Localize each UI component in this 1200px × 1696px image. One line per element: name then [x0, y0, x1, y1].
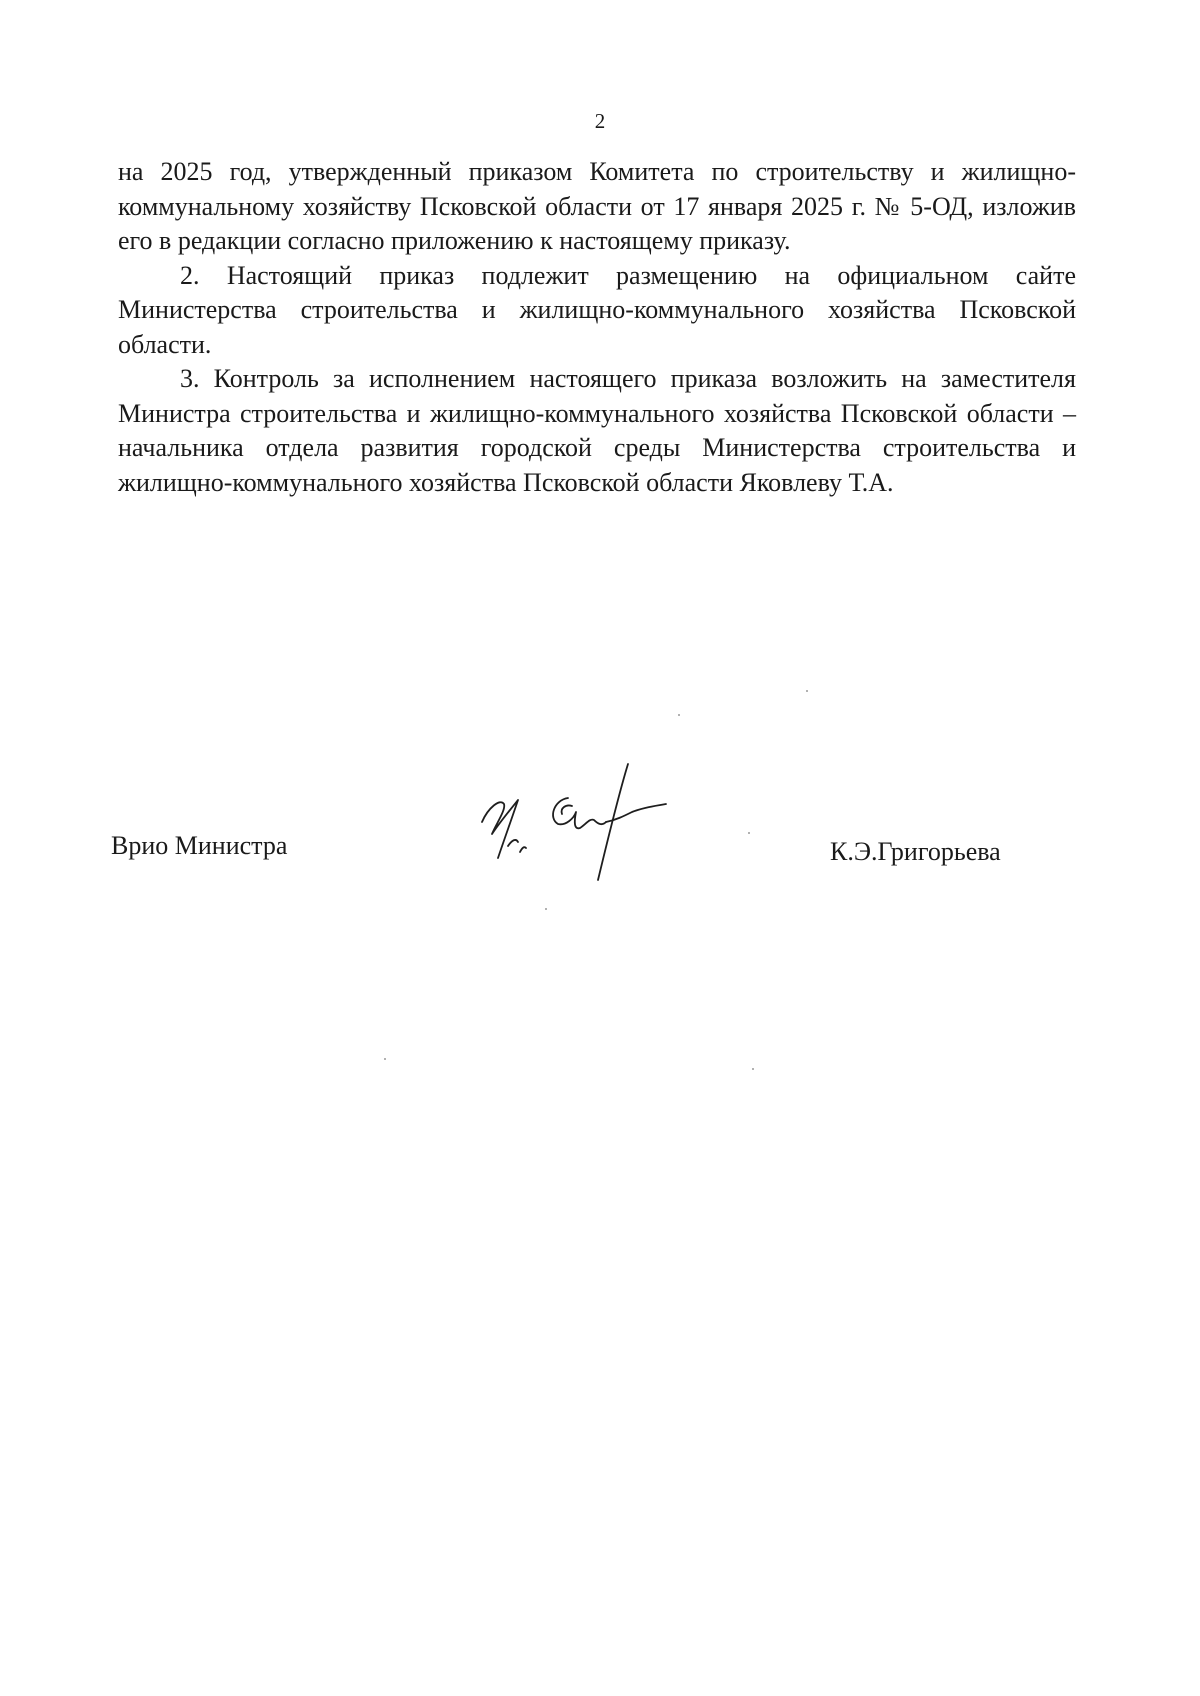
paragraph-continuation: на 2025 год, утвержденный приказом Комитета по строительству и жилищно-коммунальному хозяйству Псковской области от 17 января 2025 г. № 5-ОД, изложив его в редакции согласно приложению к настоящему приказу. [118, 157, 1076, 255]
paragraph-item-3: 3. Контроль за исполнением настоящего приказа возложить на заместителя Министра строительства и жилищно-коммунального хозяйства Псковской области – начальника отдела развития городской среды Министерства строительства и жилищно-коммунального хозяйства Псковской области Яковлеву Т.А. [118, 364, 1076, 497]
handwritten-signature [470, 760, 710, 920]
scan-speck [752, 1068, 754, 1070]
scan-speck [748, 832, 750, 834]
signatory-position: Врио Министра [111, 831, 288, 860]
page-number: 2 [594, 109, 606, 133]
signature-block [0, 740, 1200, 900]
document-body [118, 155, 1076, 500]
scan-speck [806, 690, 808, 692]
scan-speck [384, 1058, 386, 1060]
scan-speck [545, 908, 547, 910]
signatory-name: К.Э.Григорьева [830, 837, 1001, 866]
paragraph-item-2: 2. Настоящий приказ подлежит размещению на официальном сайте Министерства строительства и жилищно-коммунального хозяйства Псковской области. [118, 260, 1076, 359]
scan-speck [678, 714, 680, 716]
